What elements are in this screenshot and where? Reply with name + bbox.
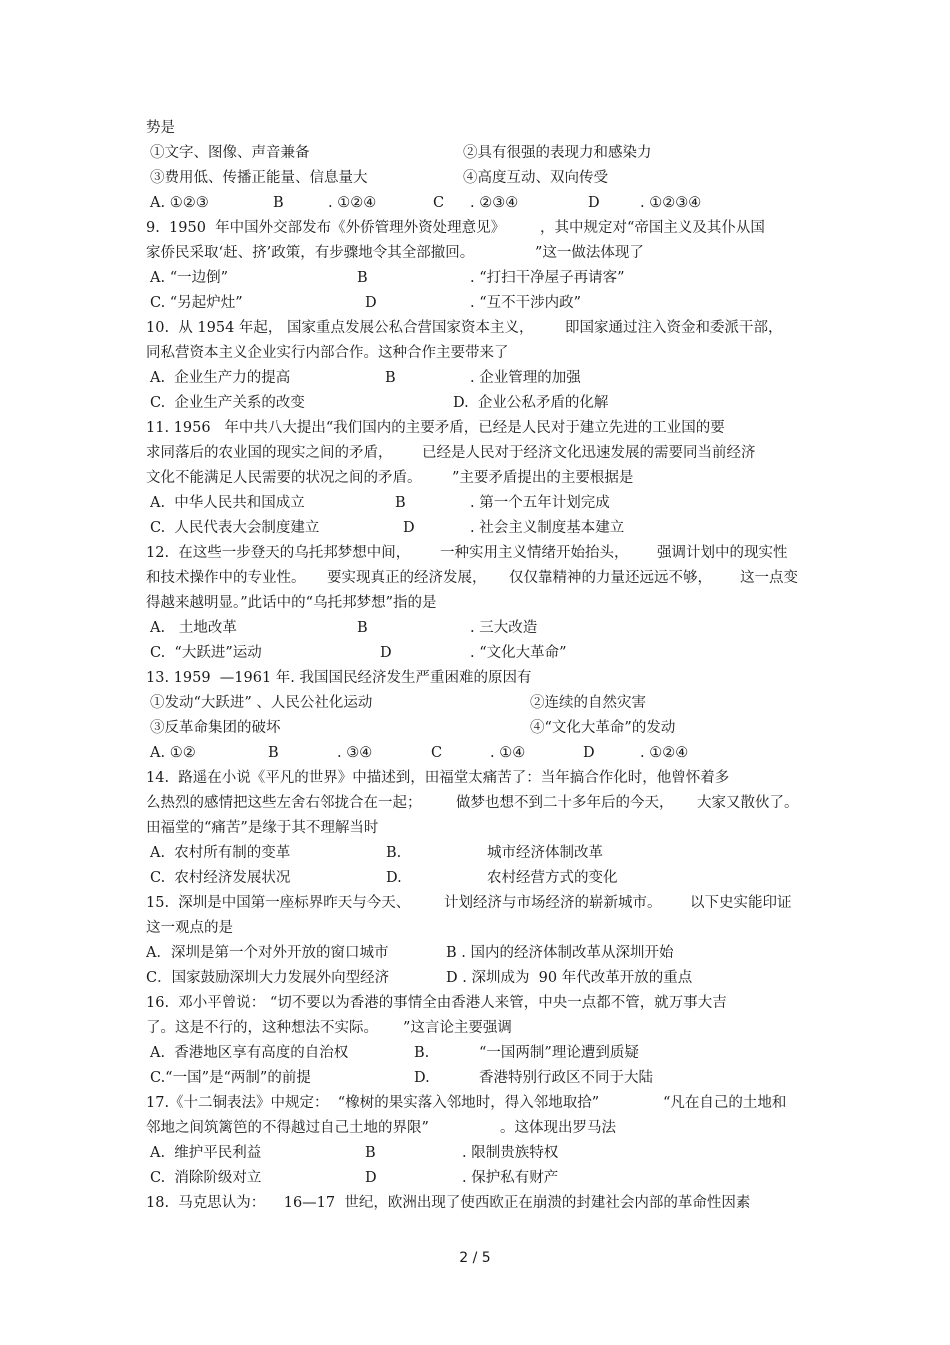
text-line: D. — [386, 870, 402, 886]
text-line: 文化不能满足人民需要的状况之间的矛盾。 — [146, 470, 422, 486]
text-line: A. 土地改革 — [150, 620, 237, 636]
text-line: ③费用低、传播正能量、信息量大 — [150, 170, 368, 186]
text-line: D — [403, 520, 415, 536]
text-line: . “互不干涉内政” — [470, 295, 582, 311]
text-line: 13. 1959 —1961 年. 我国国民经济发生严重困难的原因有 — [146, 670, 532, 686]
text-line: “一国两制”理论遭到质疑 — [479, 1045, 639, 1061]
text-line: B — [395, 495, 406, 511]
text-line: B — [268, 745, 279, 761]
text-line: D. — [414, 1070, 430, 1086]
text-line: . 限制贵族特权 — [462, 1145, 559, 1161]
text-line: 。这体现出罗马法 — [500, 1120, 616, 1136]
text-line: 已经是人民对于经济文化迅速发展的需要同当前经济 — [422, 445, 756, 461]
text-line: B — [273, 195, 284, 211]
text-line: B. — [386, 845, 402, 861]
text-line: A. ①②③ — [150, 195, 209, 211]
text-line: 这一观点的是 — [146, 920, 233, 936]
text-line: 即国家通过注入资金和委派干部， — [565, 320, 783, 336]
text-line: . ②③④ — [470, 195, 519, 211]
text-line: B — [385, 370, 396, 386]
text-line: 田福堂的“痛苦”是缘于其不理解当时 — [146, 820, 379, 836]
text-line: ，其中规定对“帝国主义及其仆从国 — [540, 220, 765, 236]
text-line: D — [365, 1170, 377, 1186]
text-line: A. 香港地区享有高度的自治权 — [150, 1045, 349, 1061]
text-line: 仅仅靠精神的力量还远远不够， — [509, 570, 712, 586]
text-line: 和技术操作中的专业性。 — [146, 570, 306, 586]
text-line: C. 农村经济发展状况 — [150, 870, 291, 886]
text-line: A．深圳是第一个对外开放的窗口城市 — [146, 945, 389, 961]
text-line: 11. 1956 年中共八大提出“我们国内的主要矛盾，已经是人民对于建立先进的工业国的要 — [146, 420, 725, 436]
text-line: B. — [414, 1045, 430, 1061]
text-line: C. “大跃进”运动 — [150, 645, 262, 661]
text-line: . “打扫干净屋子再请客” — [470, 270, 625, 286]
text-line: ③反革命集团的破坏 — [150, 720, 281, 736]
text-line: . ①②④ — [640, 745, 689, 761]
text-line: . 企业管理的加强 — [470, 370, 581, 386]
text-line: A. 企业生产力的提高 — [150, 370, 291, 386]
text-line: ”这言论主要强调 — [403, 1020, 512, 1036]
text-line: 9. 1950 年中国外交部发布《外侨管理外资处理意见》 — [146, 220, 506, 236]
text-line: C. “另起炉灶” — [150, 295, 243, 311]
text-line: 得越来越明显。”此话中的“乌托邦梦想”指的是 — [146, 595, 437, 611]
text-line: C.“一国”是“两制”的前提 — [150, 1070, 311, 1086]
text-line: 做梦也想不到二十多年后的今天， — [456, 795, 674, 811]
text-line: 14. 路遥在小说《平凡的世界》中描述到，田福堂太痛苦了：当年搞合作化时，他曾怀着多 — [146, 770, 730, 786]
text-line: C. 消除阶级对立 — [150, 1170, 262, 1186]
text-line: C — [431, 745, 443, 761]
text-line: 家侨民采取‘赶、挤’政策，有步骤地令其全部撤回。 — [146, 245, 475, 261]
text-line: B . 国内的经济体制改革从深圳开始 — [446, 945, 674, 961]
text-line: . 三大改造 — [470, 620, 538, 636]
text-line: ”这一做法体现了 — [535, 245, 644, 261]
text-line: D — [380, 645, 392, 661]
text-line: ④高度互动、双向传受 — [463, 170, 608, 186]
text-line: 了。这是不行的，这种想法不实际。 — [146, 1020, 378, 1036]
text-line: 15. 深圳是中国第一座标界昨天与今天、 — [146, 895, 411, 911]
text-line: 么热烈的感情把这些左舍右邻拢合在一起； — [146, 795, 422, 811]
text-line: 城市经济体制改革 — [487, 845, 603, 861]
text-line: 一种实用主义情绪开始抬头， — [440, 545, 629, 561]
text-line: . 第一个五年计划完成 — [470, 495, 610, 511]
text-line: . ①④ — [490, 745, 526, 761]
text-line: 要实现真正的经济发展， — [327, 570, 487, 586]
text-line: B — [357, 270, 368, 286]
text-line: 18. 马克思认为： 16—17 世纪，欧洲出现了使西欧正在崩溃的封建社会内部的革命性因素 — [146, 1195, 751, 1211]
text-line: A. 中华人民共和国成立 — [150, 495, 305, 511]
text-line: . ③④ — [337, 745, 373, 761]
text-line: . “文化大革命” — [470, 645, 567, 661]
page-number: 2 / 5 — [459, 1250, 491, 1266]
text-line: ①文字、图像、声音兼备 — [150, 145, 310, 161]
text-line: 以下史实能印证 — [690, 895, 792, 911]
text-line: 17.《十二铜表法》中规定： “橡树的果实落入邻地时，得入邻地取拾” — [146, 1095, 600, 1111]
text-line: 农村经营方式的变化 — [487, 870, 618, 886]
text-line: 香港特别行政区不同于大陆 — [479, 1070, 653, 1086]
text-line: D . 深圳成为 90 年代改革开放的重点 — [446, 970, 693, 986]
text-line: ②具有很强的表现力和感染力 — [463, 145, 652, 161]
text-line: D — [588, 195, 600, 211]
text-line: 大家又散伙了。 — [697, 795, 799, 811]
text-line: B — [357, 620, 368, 636]
text-line: D. 企业公私矛盾的化解 — [453, 395, 609, 411]
text-line: . ①②④ — [328, 195, 377, 211]
text-line: 求同落后的农业国的现实之间的矛盾， — [146, 445, 393, 461]
text-line: C. 企业生产关系的改变 — [150, 395, 305, 411]
text-line: 势是 — [146, 120, 175, 136]
text-line: A. ①② — [150, 745, 196, 761]
text-line: “凡在自己的土地和 — [663, 1095, 787, 1111]
text-line: B — [365, 1145, 376, 1161]
text-line: A. 农村所有制的变革 — [150, 845, 291, 861]
text-line: 强调计划中的现实性 — [657, 545, 788, 561]
text-line: A. “一边倒” — [150, 270, 229, 286]
text-line: ④“文化大革命”的发动 — [530, 720, 676, 736]
text-line: . 保护私有财产 — [462, 1170, 559, 1186]
text-line: 计划经济与市场经济的崭新城市。 — [444, 895, 662, 911]
text-line: C — [433, 195, 445, 211]
text-line: C．国家鼓励深圳大力发展外向型经济 — [146, 970, 390, 986]
text-line: A. 维护平民利益 — [150, 1145, 262, 1161]
text-line: C. 人民代表大会制度建立 — [150, 520, 320, 536]
text-line: 16. 邓小平曾说： “切不要以为香港的事情全由香港人来管，中央一点都不管，就万事大吉 — [146, 995, 727, 1011]
text-line: . ①②③④ — [640, 195, 702, 211]
text-line: ”主要矛盾提出的主要根据是 — [452, 470, 634, 486]
text-line: D — [365, 295, 377, 311]
text-line: ①发动“大跃进” 、人民公社化运动 — [150, 695, 373, 711]
text-line: ②连续的自然灾害 — [530, 695, 646, 711]
text-line: 同私营资本主义企业实行内部合作。这种合作主要带来了 — [146, 345, 509, 361]
text-line: 12. 在这些一步登天的乌托邦梦想中间， — [146, 545, 411, 561]
text-line: 这一点变 — [740, 570, 798, 586]
text-line: D — [583, 745, 595, 761]
text-line: . 社会主义制度基本建立 — [470, 520, 625, 536]
text-line: 邻地之间筑篱笆的不得越过自己土地的界限” — [146, 1120, 429, 1136]
text-line: 10. 从 1954 年起， 国家重点发展公私合营国家资本主义， — [146, 320, 534, 336]
